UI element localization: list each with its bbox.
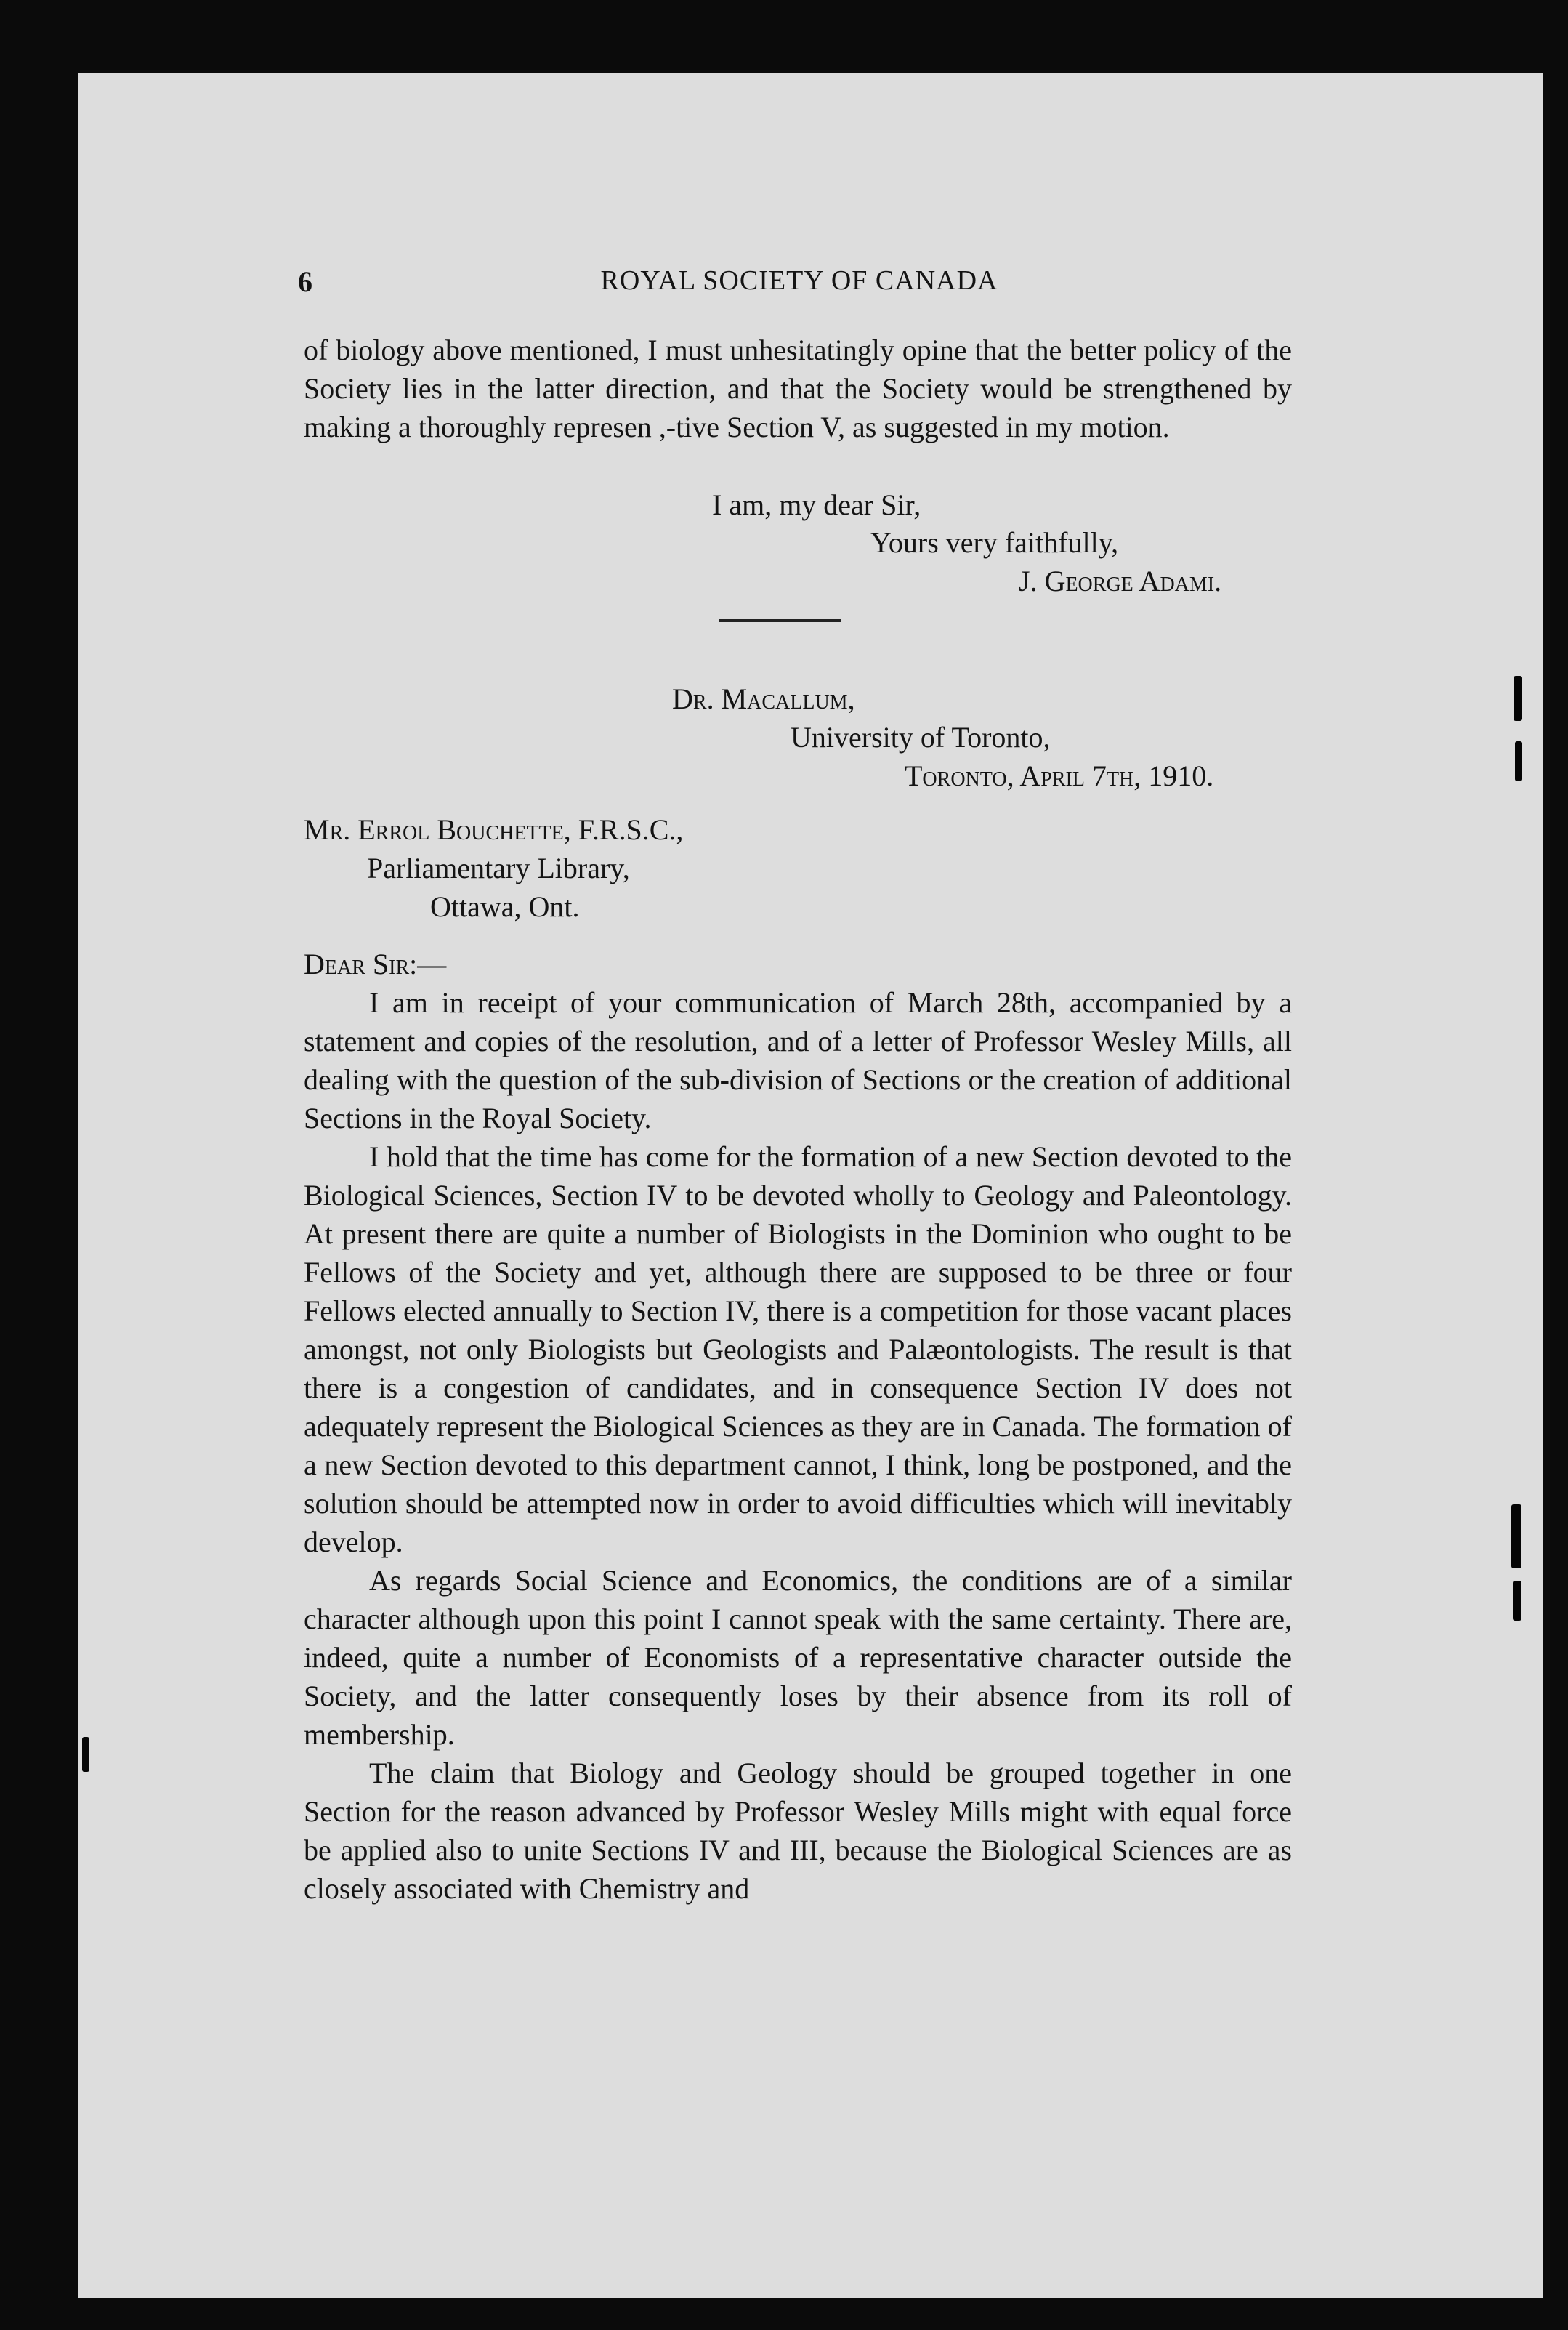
page-header [298, 265, 1301, 308]
binding-mark [1511, 1504, 1521, 1568]
letter-2-date-line: Toronto, April 7th, 1910. [905, 759, 1214, 792]
letter-2-sender-affiliation: University of Toronto, [791, 721, 1051, 754]
section-divider [719, 619, 841, 622]
letter-1-signature: J. George Adami. [1019, 565, 1222, 597]
letter-1-text: of biology above mentioned, I must unhesitatingly opine that the better policy of the Society lies in the latter direction, and that the Society would be strengthened by making a thoroughly represen ,-tive Section V, as suggested in my motion. [304, 334, 1292, 443]
letter-2-recipient-name: Mr. Errol Bouchette, F.R.S.C., [304, 813, 684, 846]
binding-mark [1515, 741, 1522, 781]
letter-1-paragraph [304, 331, 1292, 446]
letter-2-sender-name: Dr. Macallum, [672, 682, 855, 715]
letter-1-valediction: Yours very faithfully, [870, 526, 1119, 559]
letter-2-salutation: Dear Sir:— [304, 948, 447, 980]
binding-mark [1514, 676, 1522, 721]
letter-2-paragraph: I hold that the time has come for the formation of a new Section devoted to the Biological Sciences, Section IV to be devoted wholly to Geology and Paleontology. At present there are quite a number of Biologists in the Dominion who ought to be Fellows of the Society and yet, although there are supposed to be three or four Fellows elected annually to Section IV, there is a competition for those vacant places amongst, not only Biologists but Geologists and Palæontologists. The result is that there is a congestion of candidates, and in consequence Section IV does not adequately represent the Biological Sciences as they are in Canada. The formation of a new Section devoted to this department cannot, I think, long be postponed, and the solution should be attempted now in order to avoid difficulties which will inevitably develop. [304, 1140, 1292, 1558]
running-title: ROYAL SOCIETY OF CANADA [600, 265, 998, 296]
binding-mark [1513, 1581, 1521, 1621]
letter-2-recipient-office: Parliamentary Library, [367, 852, 630, 884]
page-number: 6 [298, 265, 312, 298]
letter-1-closing: I am, my dear Sir, [712, 488, 921, 521]
letter-2-paragraph: As regards Social Science and Economics, the conditions are of a similar character although upon this point I cannot speak with the same certainty. There are, indeed, quite a number of Economists of a representative character outside the Society, and the latter consequently loses by their absence from its roll of membership. [304, 1564, 1292, 1751]
letter-2-recipient-city: Ottawa, Ont. [430, 890, 580, 923]
letter-2-paragraph: I am in receipt of your communication of March 28th, accompanied by a statement and copies of the resolution, and of a letter of Professor Wesley Mills, all dealing with the question of the sub-division of Sections or the creation of additional Sections in the Royal Society. [304, 986, 1292, 1134]
binding-mark [82, 1737, 89, 1772]
letter-2-body [304, 983, 1292, 1908]
letter-2-paragraph: The claim that Biology and Geology should be grouped together in one Section for the reason advanced by Professor Wesley Mills might with equal force be applied also to unite Sections IV and III, because the Biological Sciences are as closely associated with Chemistry and [304, 1757, 1292, 1905]
